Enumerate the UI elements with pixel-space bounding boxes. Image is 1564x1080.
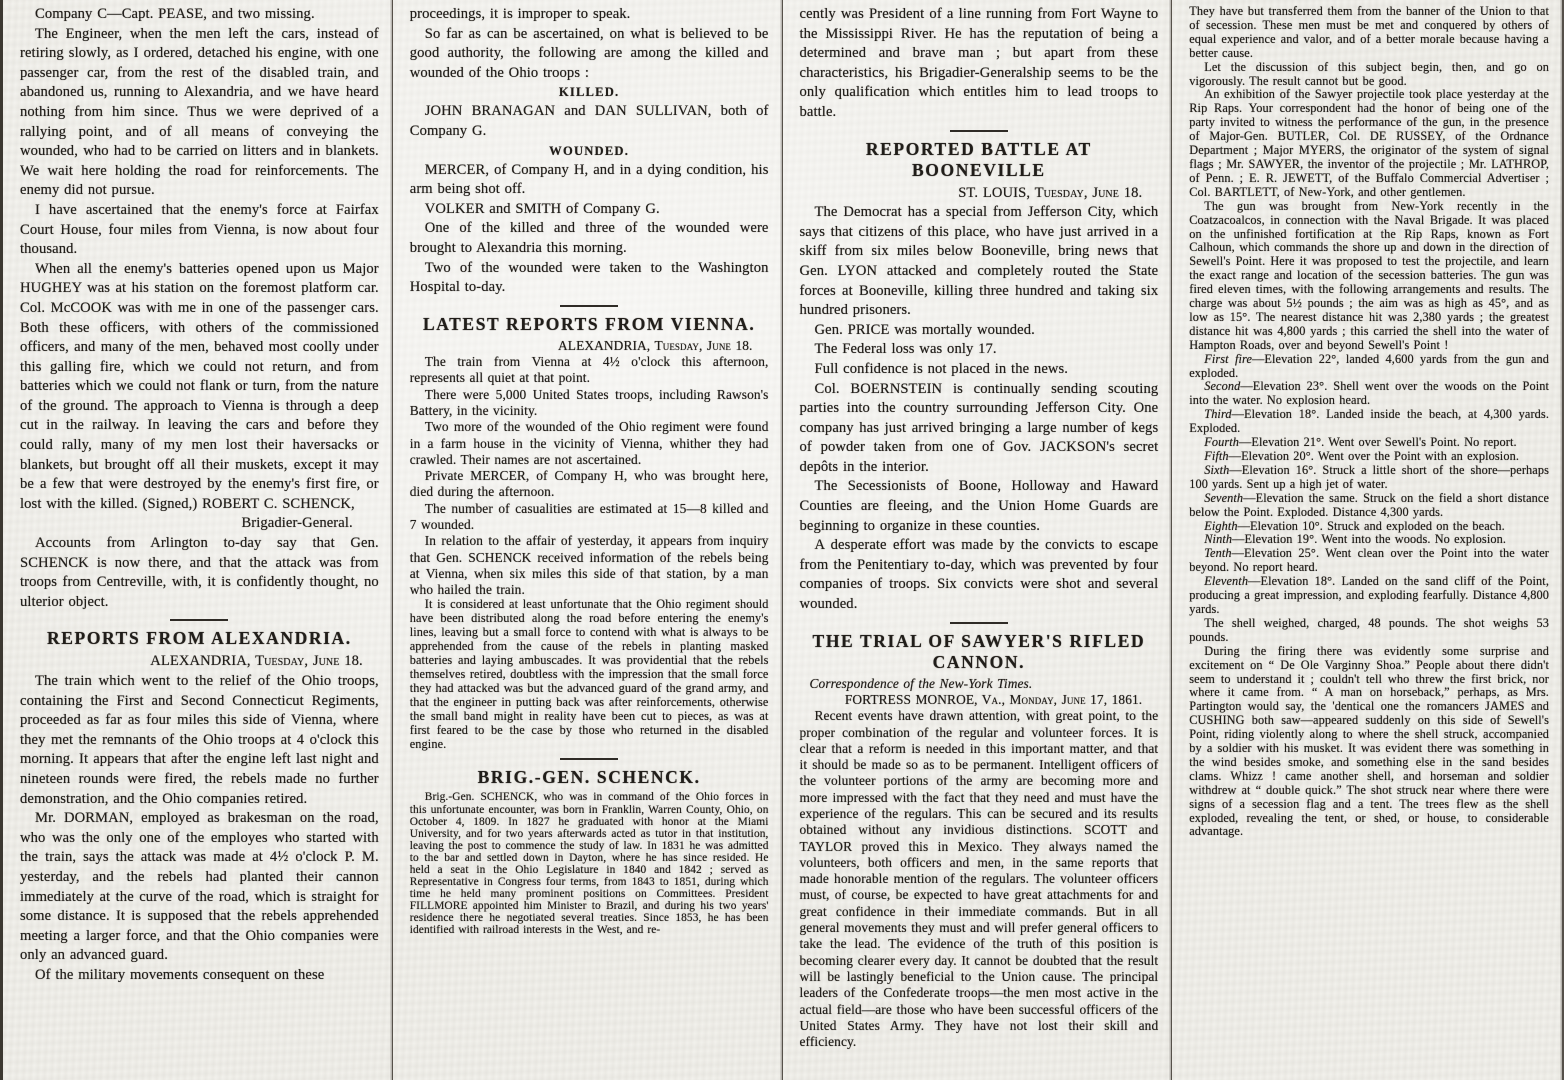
elevation-entry-lead: Seventh [1204,490,1244,505]
elevation-entry [1189,492,1549,520]
article-paragraph: It is considered at least unfortunate that the Ohio regiment should have been distributed along the road before entering the enemy's lines, leaving but a small force to contend with what is always to be apprehended from the cause of the rebels in planting masked batteries and laying ambuscades. It was providential that the rebels themselves retired, doubtless with the impression that the small force they had attacked was but the advanced guard of the grand army, and that the engineer in putting back was after reinforcements, otherwise the small band might in reality have been cut to pieces, as was at first feared to be the case by those who returned in the disabled engine. [409,597,769,751]
elevation-entry [1189,380,1549,408]
newspaper-column-1 [3,0,393,1080]
dateline: ALEXANDRIA, Tuesday, June 18. [558,337,753,353]
section-divider [170,619,228,621]
article-paragraph: Private MERCER, of Company H, who was brought here, died during the afternoon. [409,468,769,500]
elevation-entry [1189,450,1549,464]
list-subheading: KILLED. [558,85,620,100]
article-paragraph: The Democrat has a special from Jefferson City, which says that citizens of this place, who have just arrived in a skiff from six miles below Booneville, bring news that Gen. LYON attacked and completely routed the State forces at Booneville, killing three hundred and taking six hundred prisoners. [799,204,1159,319]
article-paragraph: Gen. PRICE was mortally wounded. [814,321,1035,338]
elevation-entry-lead: Ninth [1204,532,1233,547]
article-headline: BRIG.-GEN. SCHENCK. [477,767,701,788]
signature-line: Brigadier-General. [241,515,353,532]
elevation-entry-text: —Elevation 16°. Struck a little short of the shore—perhaps 100 yards. Sent up a high jet of water. [1189,462,1549,491]
article-paragraph: There were 5,000 United States troops, including Rawson's Battery, in the vicinity. [409,386,769,418]
elevation-entry [1189,464,1549,492]
elevation-entry [1189,436,1549,450]
elevation-entry-text: —Elevation 25°. Went clean over the Point into the water beyond. No report heard. [1189,546,1549,575]
dateline: ALEXANDRIA, Tuesday, June 18. [150,653,363,670]
article-paragraph: They have but transferred them from the banner of the Union to that of secession. These men must be met and conquered by others of equal experience and valor, and of a better morale because having a better cause. [1189,4,1549,60]
article-paragraph: JOHN BRANAGAN and DAN SULLIVAN, both of Company G. [409,103,769,139]
article-headline: REPORTED BATTLE AT BOONEVILLE [865,138,1092,180]
article-paragraph: The gun was brought from New-York recently in the Coatzacoalcos, in connection with the Naval Brigade. It was placed on the unfinished fortification at the Rip Raps, known as Fort Calhoun, which commands the shore up and down in the direction of Sewell's Point. Here it was proposed to test the projectile, and learn the exact range and location of the secession batteries. The gun was fired eleven times, with the following arrangements and results. The charge was about 5½ pounds ; the aim was as high as 45°, and as low as 15°. The nearest distance hit was 2,380 yards ; the greatest distance hit was 4,800 yards ; this carried the shell into the water of Hampton Roads, over and beyond Sewell's Point ! [1189,198,1549,352]
dateline: ST. LOUIS, Tuesday, June 18. [958,184,1143,201]
article-paragraph: The Engineer, when the men left the cars, instead of retiring slowly, as I ordered, detached his engine, with one passenger car, from the rest of the disabled train, and abandoned us, running to Alexandria, and we have heard nothing from him since. Thus we were deprived of a rallying point, and of all means of conveying the wounded, who had to be carried on litters and in blankets. We wait here holding the road for reinforcements. The enemy did not pursue. [20,25,379,199]
elevation-entry-text: —Elevation 10°. Struck and exploded on the beach. [1237,518,1505,533]
dateline: FORTRESS MONROE, Va., Monday, June 17, 1861. [844,691,1143,707]
elevation-entry-lead: Eleventh [1204,574,1249,589]
newspaper-column-2 [393,0,783,1080]
correspondence-byline: Correspondence of the New-York Times. [809,675,1033,691]
article-paragraph: The train which went to the relief of the Ohio troops, containing the First and Second Connecticut Regiments, proceeded as far as four miles this side of Vienna, where they met the remnants of the Ohio troops at 4 o'clock this morning. It appears that after the engine left last night and nineteen rounds were fired, the rebels made no further demonstration, and the Ohio companies retired. [20,673,379,807]
article-paragraph: Of the military movements consequent on these [35,966,325,983]
elevation-entry [1189,353,1549,381]
article-paragraph: Company C—Capt. PEASE, and two missing. [35,6,315,22]
article-paragraph: So far as can be ascertained, on what is believed to be good authority, the following are among the killed and wounded of the Ohio troops : [409,25,769,81]
article-paragraph: During the firing there was evidently some surprise and excitement on “ De Ole Varginny Shoa.” People about there didn't seem to understand it ; couldn't tell who threw the first brick, nor where it came from. “ A man on horseback,” perhaps, as Mrs. Partington would say, the 'dentical one the romancers JAMES and CUSHING both saw—appeared suddenly on this side of Sewell's Point, riding violently along to where the shell struck, accompanied by a soldier with his musket. It was evident there was something in the wind besides smoke, and something else in the sand besides clams. Whizz ! came another shell, and horseman and soldier withdrew at “ double quick.” The shot struck near where there were signs of a secession flag and a tent. The trees flew as the shell exploded, revealing the tent, or shed, or house, to considerable advantage. [1189,643,1549,839]
elevation-entry-text: —Elevation 23°. Shell went over the woods on the Point into the water. No explosion heard. [1189,379,1549,408]
elevation-entry [1189,533,1549,547]
elevation-entry [1189,408,1549,436]
article-paragraph: proceedings, it is improper to speak. [409,6,631,22]
article-paragraph: The number of casualities are estimated at 15—8 killed and 7 wounded. [409,500,769,532]
list-subheading: WOUNDED. [549,143,630,158]
elevation-entry-text: —Elevation 18°. Landed inside the beach, at 4,300 yards. Exploded. [1189,407,1549,436]
article-paragraph: Col. BOERNSTEIN is continually sending scouting parties into the country surrounding Jefferson City. One company has just arrived bringing a large number of kegs of powder taken from one of Gov. JACKSON's secret depôts in the interior. [799,380,1159,475]
article-paragraph: Accounts from Arlington to-day say that Gen. SCHENCK is now there, and that the attack was from troops from Centreville, with, it is confidently thought, no ulterior object. [20,535,379,610]
elevation-entry-lead: First fire [1204,351,1253,366]
elevation-entry-text: —Elevation the same. Struck on the field a short distance below the Point. Exploded. Distance 4,300 yards. [1189,490,1549,519]
article-headline: LATEST REPORTS FROM VIENNA. [422,313,756,334]
article-paragraph: Brig.-Gen. SCHENCK, who was in command of the Ohio forces in this unfortunate encounter, was born in Franklin, Warren County, Ohio, on October 4, 1809. In 1827 he graduated with honor at the Miami University, and for two years afterwards acted as tutor in that institution, leaving the post to commence the study of law. In 1831 he was admitted to the bar and settled down in Dayton, where he has since resided. He held a seat in the Ohio Legislature in 1840 and 1842 ; served as Representative in Congress four terms, from 1843 to 1851, during which time he held many prominent positions on Committees. President FILLMORE appointed him Minister to Brazil, and during his two years' residence there he negotiated several treaties. Since 1853, he has been identified with railroad interests in the West, and re- [409,791,769,937]
article-paragraph: The Federal loss was only 17. [814,341,997,358]
newspaper-column-3 [783,0,1173,1080]
article-paragraph: The Secessionists of Boone, Holloway and Haward Counties are fleeing, and the Union Home Guards are beginning to organize in these counties. [799,478,1159,534]
article-paragraph: cently was President of a line running from Fort Wayne to the Mississippi River. He has the reputation of being a determined and brave man ; but apart from these characteristics, his Brigadier-Generalship seems to be the only qualification which entitles him to lead troops to battle. [799,6,1159,120]
elevation-entry-text: —Elevation 21°. Went over Sewell's Point. No report. [1239,435,1517,450]
article-paragraph: Two more of the wounded of the Ohio regiment were found in a farm house in the vicinity of Vienna, whither they had crawled. Their names are not ascertained. [409,419,769,467]
section-divider [560,758,618,760]
article-paragraph: In relation to the affair of yesterday, it appears from inquiry that Gen. SCHENCK received information of the rebels being at Vienna, when six miles this side of that station, by a man who hailed the train. [409,533,769,598]
article-paragraph: When all the enemy's batteries opened upon us Major HUGHEY was at his station on the foremost platform car. Col. McCOOK was with me in one of the passenger cars. Both these officers, with others of the commissioned officers, and many of the men, behaved most coolly under this galling fire, which we could not return, and from batteries which we could not flank or turn, from the nature of the ground. The approach to Vienna is through a deep cut in the railway. In leaving the cars and before they could rally, many of my men lost their haversacks or blankets, but brought off all their muskets, except it may be a few that were destroyed by the enemy's first fire, or lost with the killed. (Signed,) ROBERT C. SCHENCK, [20,260,379,512]
elevation-entry-text: —Elevation 19°. Went into the woods. No explosion. [1232,532,1507,547]
newspaper-column-4 [1172,0,1562,1080]
article-paragraph: Full confidence is not placed in the news. [814,360,1069,377]
article-paragraph: An exhibition of the Sawyer projectile took place yesterday at the Rip Raps. Your correspondent had the honor of being one of the party invited to witness the performance of the gun, in the presence of Major-Gen. BUTLER, Col. DE RUSSEY, of the Ordnance Department ; Major MYERS, the originator of the system of signal flags ; Mr. SAWYER, the inventor of the projectile ; Mr. LATHROP, of Penn. ; E. R. JEWETT, of the Buffalo Commercial Advertiser ; Col. BARTLETT, of New-York, and other gentlemen. [1189,87,1549,199]
article-headline: THE TRIAL OF SAWYER'S RIFLED CANNON. [812,630,1146,672]
elevation-entry [1189,575,1549,617]
article-paragraph: I have ascertained that the enemy's force at Fairfax Court House, four miles from Vienna, is now about four thousand. [20,201,379,258]
section-divider [950,130,1008,132]
elevation-entry-lead: Eighth [1204,518,1238,533]
elevation-entry-lead: Fourth [1204,435,1240,450]
elevation-entry-text: —Elevation 20°. Went over the Point with an explosion. [1228,449,1519,463]
article-paragraph: Mr. DORMAN, employed as brakesman on the road, who was the only one of the employes who started with the train, says the attack was made at 4½ o'clock P. M. yesterday, and the rebels had planted their cannon immediately at the curve of the road, which is straight for some distance. It is supposed that the rebels apprehended meeting a larger force, and that the Ohio companies were only an advanced guard. [20,810,379,964]
elevation-entry-text: —Elevation 18°. Landed on the sand cliff of the Point, producing a great impression, and exploding fearfully. Distance 4,800 yards. [1189,574,1549,616]
article-paragraph: Two of the wounded were taken to the Washington Hospital to-day. [409,259,769,296]
article-paragraph: VOLKER and SMITH of Company G. [424,200,660,217]
elevation-entry-lead: Tenth [1204,546,1232,561]
article-paragraph: The train from Vienna at 4½ o'clock this afternoon, represents all quiet at that point. [409,354,769,386]
elevation-entry [1189,520,1549,534]
article-paragraph: Let the discussion of this subject begin, then, and go on vigorously. The result cannot but be good. [1189,59,1549,88]
article-paragraph: Recent events have drawn attention, with great point, to the proper combination of the regular and volunteer forces. It is clear that a reform is needed in this important matter, and that it should be made so as to be permanent. Intelligent officers of the volunteer portions of the army are becoming more and more impressed with the fact that they need and must have the experience of the regulars. This can be secured and its results obtained without any invidious distinctions. SCOTT and TAYLOR proved this in Mexico. They always named the volunteers, both officers and men, in the same reports that made honorable mention of the regulars. The volunteer officers must, of course, be expected to have great attachments for and great confidence in their immediate commands. But in all general movements they must and will prefer general officers to take the lead. The evidence of the truth of this position is becoming clearer every day. It cannot be doubted that the result will be lastingly beneficial to the Union cause. The principal leaders of the Confederate troops—the men most active in the actual field—are those who have been successful officers of the United States Army. They have not lost their skill and efficiency. [799,708,1159,1050]
section-divider [950,622,1008,624]
elevation-entry [1189,547,1549,575]
elevation-entry-lead: Second [1204,379,1241,394]
article-paragraph: MERCER, of Company H, and in a dying condition, his arm being shot off. [409,161,769,198]
article-paragraph: One of the killed and three of the wounded were brought to Alexandria this morning. [409,220,769,256]
elevation-entry-lead: Third [1204,407,1232,422]
article-paragraph: The shell weighed, charged, 48 pounds. The shot weighs 53 pounds. [1189,615,1549,644]
article-paragraph: A desperate effort was made by the convicts to escape from the Penitentiary to-day, which was prevented by four companies of troops. Six convicts were shot and several wounded. [799,537,1159,613]
article-headline: REPORTS FROM ALEXANDRIA. [47,628,352,649]
elevation-entry-lead: Fifth [1204,449,1229,463]
elevation-entry-text: —Elevation 22°, landed 4,600 yards from the gun and exploded. [1189,351,1550,380]
elevation-entry-lead: Sixth [1204,462,1230,477]
section-divider [560,305,618,307]
